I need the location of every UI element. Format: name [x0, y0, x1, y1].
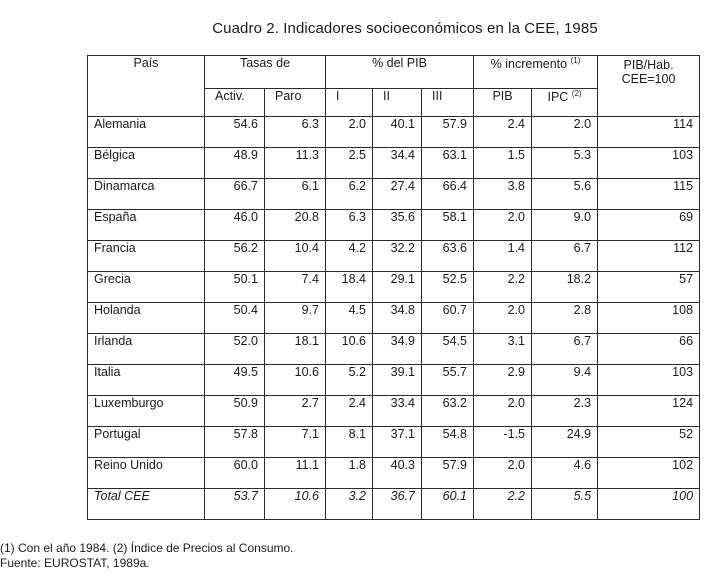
header-pib-pct: % del PIB	[326, 56, 474, 89]
value-cell: 18.4	[326, 272, 373, 303]
value-cell: 124	[598, 396, 700, 427]
value-cell: 63.6	[422, 241, 474, 272]
value-cell: 57.9	[422, 117, 474, 148]
value-cell: 54.6	[205, 117, 265, 148]
header-ipc-label: IPC	[547, 90, 569, 104]
value-cell: 33.4	[373, 396, 422, 427]
country-cell: Grecia	[88, 272, 205, 303]
value-cell: 2.0	[474, 396, 532, 427]
value-cell: 11.3	[265, 148, 326, 179]
value-cell: 37.1	[373, 427, 422, 458]
value-cell: 1.5	[474, 148, 532, 179]
value-cell: 66	[598, 334, 700, 365]
value-cell: 18.1	[265, 334, 326, 365]
value-cell: 66.4	[422, 179, 474, 210]
header-pib: PIB	[474, 89, 532, 117]
value-cell: 4.6	[532, 458, 598, 489]
value-cell: 48.9	[205, 148, 265, 179]
value-cell: 54.8	[422, 427, 474, 458]
value-cell: 1.8	[326, 458, 373, 489]
value-cell: 56.2	[205, 241, 265, 272]
country-cell: Irlanda	[88, 334, 205, 365]
value-cell: 115	[598, 179, 700, 210]
table-row	[88, 334, 700, 365]
value-cell: 57	[598, 272, 700, 303]
value-cell: 10.6	[265, 365, 326, 396]
header-row-1	[88, 56, 700, 89]
header-incremento-note: (1)	[570, 56, 581, 65]
value-cell: 10.6	[326, 334, 373, 365]
value-cell: 57.8	[205, 427, 265, 458]
value-cell: 2.3	[532, 396, 598, 427]
value-cell: 18.2	[532, 272, 598, 303]
value-cell: 34.4	[373, 148, 422, 179]
value-cell: 100	[598, 489, 700, 520]
value-cell: 50.4	[205, 303, 265, 334]
country-cell: Reino Unido	[88, 458, 205, 489]
value-cell: 49.5	[205, 365, 265, 396]
value-cell: 4.2	[326, 241, 373, 272]
value-cell: 40.1	[373, 117, 422, 148]
value-cell: 2.9	[474, 365, 532, 396]
value-cell: 34.8	[373, 303, 422, 334]
table-row	[88, 210, 700, 241]
header-gdp-per-capita	[598, 56, 700, 117]
value-cell: 10.6	[265, 489, 326, 520]
value-cell: 53.7	[205, 489, 265, 520]
value-cell: 54.5	[422, 334, 474, 365]
table-row	[88, 272, 700, 303]
header-incremento-label: % incremento	[490, 57, 568, 71]
value-cell: 7.1	[265, 427, 326, 458]
value-cell: 2.2	[474, 272, 532, 303]
value-cell: 1.4	[474, 241, 532, 272]
header-paro: Paro	[265, 89, 326, 117]
header-sector-1: I	[326, 89, 373, 117]
footnote-1: (1) Con el año 1984. (2) Índice de Precios al Consumo.	[0, 541, 294, 555]
value-cell: 6.7	[532, 334, 598, 365]
value-cell: 3.2	[326, 489, 373, 520]
table-row	[88, 148, 700, 179]
header-ipc	[532, 89, 598, 117]
value-cell: 58.1	[422, 210, 474, 241]
table-row	[88, 396, 700, 427]
value-cell: 5.6	[532, 179, 598, 210]
value-cell: 2.0	[532, 117, 598, 148]
value-cell: 2.4	[326, 396, 373, 427]
value-cell: 52.0	[205, 334, 265, 365]
value-cell: -1.5	[474, 427, 532, 458]
value-cell: 9.4	[532, 365, 598, 396]
value-cell: 69	[598, 210, 700, 241]
value-cell: 63.1	[422, 148, 474, 179]
value-cell: 5.2	[326, 365, 373, 396]
value-cell: 2.5	[326, 148, 373, 179]
country-cell: Holanda	[88, 303, 205, 334]
value-cell: 52	[598, 427, 700, 458]
country-cell: Total CEE	[88, 489, 205, 520]
value-cell: 9.0	[532, 210, 598, 241]
total-row	[88, 489, 700, 520]
value-cell: 32.2	[373, 241, 422, 272]
value-cell: 3.8	[474, 179, 532, 210]
value-cell: 52.5	[422, 272, 474, 303]
country-cell: Francia	[88, 241, 205, 272]
header-tasas: Tasas de	[205, 56, 326, 89]
value-cell: 57.9	[422, 458, 474, 489]
source-note: Fuente: EUROSTAT, 1989a.	[0, 556, 150, 570]
value-cell: 5.3	[532, 148, 598, 179]
value-cell: 34.9	[373, 334, 422, 365]
value-cell: 102	[598, 458, 700, 489]
header-activ: Activ.	[205, 89, 265, 117]
value-cell: 40.3	[373, 458, 422, 489]
country-cell: Dinamarca	[88, 179, 205, 210]
header-country: País	[88, 56, 205, 117]
table-row	[88, 458, 700, 489]
value-cell: 6.7	[532, 241, 598, 272]
value-cell: 27.4	[373, 179, 422, 210]
value-cell: 2.2	[474, 489, 532, 520]
value-cell: 11.1	[265, 458, 326, 489]
value-cell: 112	[598, 241, 700, 272]
value-cell: 24.9	[532, 427, 598, 458]
value-cell: 60.0	[205, 458, 265, 489]
value-cell: 103	[598, 365, 700, 396]
country-cell: Bélgica	[88, 148, 205, 179]
value-cell: 6.2	[326, 179, 373, 210]
header-sector-2: II	[373, 89, 422, 117]
value-cell: 103	[598, 148, 700, 179]
value-cell: 114	[598, 117, 700, 148]
value-cell: 6.3	[326, 210, 373, 241]
footnotes	[0, 541, 294, 571]
value-cell: 50.9	[205, 396, 265, 427]
value-cell: 39.1	[373, 365, 422, 396]
value-cell: 108	[598, 303, 700, 334]
value-cell: 8.1	[326, 427, 373, 458]
value-cell: 2.0	[474, 458, 532, 489]
value-cell: 2.8	[532, 303, 598, 334]
value-cell: 63.2	[422, 396, 474, 427]
header-ipc-note: (2)	[571, 89, 582, 98]
value-cell: 55.7	[422, 365, 474, 396]
value-cell: 46.0	[205, 210, 265, 241]
header-sector-3: III	[422, 89, 474, 117]
value-cell: 4.5	[326, 303, 373, 334]
value-cell: 2.0	[326, 117, 373, 148]
value-cell: 60.1	[422, 489, 474, 520]
header-gdp-line2: CEE=100	[621, 72, 676, 86]
value-cell: 7.4	[265, 272, 326, 303]
table-row	[88, 241, 700, 272]
value-cell: 20.8	[265, 210, 326, 241]
table-row	[88, 179, 700, 210]
value-cell: 35.6	[373, 210, 422, 241]
header-incremento	[474, 56, 598, 89]
table-row	[88, 117, 700, 148]
country-cell: Italia	[88, 365, 205, 396]
header-gdp-line1: PIB/Hab.	[623, 58, 674, 72]
value-cell: 9.7	[265, 303, 326, 334]
value-cell: 2.0	[474, 210, 532, 241]
country-cell: Alemania	[88, 117, 205, 148]
value-cell: 2.0	[474, 303, 532, 334]
value-cell: 5.5	[532, 489, 598, 520]
value-cell: 3.1	[474, 334, 532, 365]
table-title: Cuadro 2. Indicadores socioeconómicos en la CEE, 1985	[212, 20, 598, 37]
value-cell: 60.7	[422, 303, 474, 334]
value-cell: 36.7	[373, 489, 422, 520]
indicators-table	[87, 55, 700, 520]
table-row	[88, 365, 700, 396]
value-cell: 50.1	[205, 272, 265, 303]
country-cell: España	[88, 210, 205, 241]
table-row	[88, 303, 700, 334]
country-cell: Portugal	[88, 427, 205, 458]
value-cell: 6.1	[265, 179, 326, 210]
value-cell: 10.4	[265, 241, 326, 272]
value-cell: 2.7	[265, 396, 326, 427]
value-cell: 2.4	[474, 117, 532, 148]
value-cell: 6.3	[265, 117, 326, 148]
value-cell: 29.1	[373, 272, 422, 303]
country-cell: Luxemburgo	[88, 396, 205, 427]
table-row	[88, 427, 700, 458]
value-cell: 66.7	[205, 179, 265, 210]
